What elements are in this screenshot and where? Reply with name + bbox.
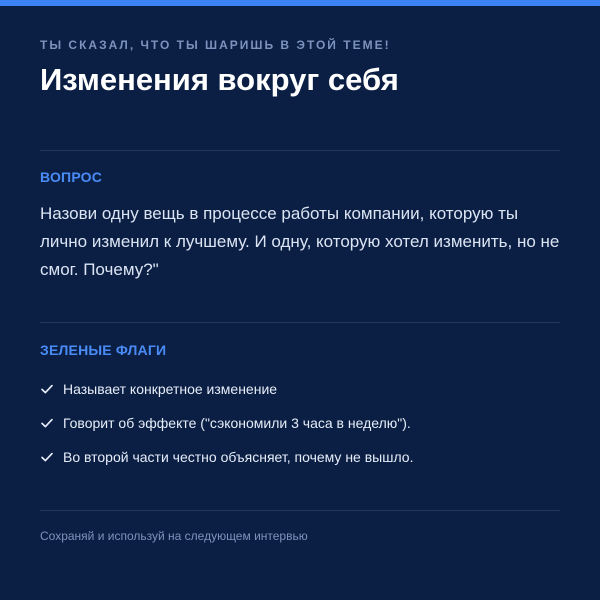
flag-text: Говорит об эффекте ("сэкономили 3 часа в неделю"). <box>63 415 411 431</box>
flag-text: Во второй части честно объясняет, почему не вышло. <box>63 449 414 465</box>
flag-text: Называет конкретное изменение <box>63 381 278 397</box>
list-item <box>40 377 570 401</box>
list-item <box>40 445 570 469</box>
divider <box>40 150 560 151</box>
eyebrow-text: ТЫ СКАЗАЛ, ЧТО ТЫ ШАРИШЬ В ЭТОЙ ТЕМЕ! <box>40 38 391 52</box>
list-item <box>40 411 570 435</box>
page-title: Изменения вокруг себя <box>40 62 399 97</box>
green-flags-list <box>40 377 570 479</box>
green-flags-label: ЗЕЛЕНЫЕ ФЛАГИ <box>40 342 167 358</box>
check-icon <box>40 416 54 430</box>
question-label: ВОПРОС <box>40 169 103 185</box>
check-icon <box>40 450 54 464</box>
question-text: Назови одну вещь в процессе работы компании, которую ты лично изменил к лучшему. И одну, которую хотел изменить, но не смог. Почему?" <box>40 204 560 279</box>
footer-text: Сохраняй и используй на следующем интервью <box>40 529 308 543</box>
divider <box>40 322 560 323</box>
accent-top-bar <box>0 0 600 6</box>
divider <box>40 510 560 511</box>
check-icon <box>40 382 54 396</box>
